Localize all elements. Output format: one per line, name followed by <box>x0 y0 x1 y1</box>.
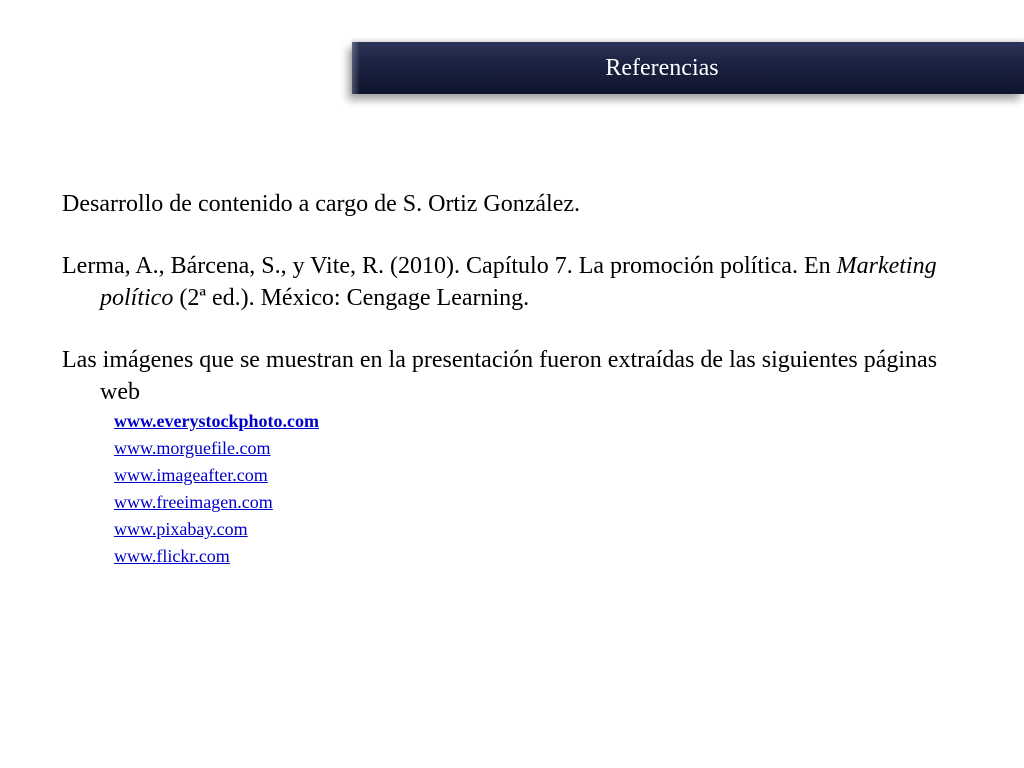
link-everystockphoto[interactable]: www.everystockphoto.com <box>114 411 319 431</box>
references-content <box>62 188 962 570</box>
link-morguefile[interactable]: www.morguefile.com <box>114 438 271 458</box>
book-title: Marketing político <box>100 253 937 311</box>
images-reference: Las imágenes que se muestran en la presentación fueron extraídas de las siguientes páginas web <box>62 347 938 405</box>
list-item <box>114 462 962 489</box>
link-pixabay[interactable]: www.pixabay.com <box>114 519 248 539</box>
credit-reference: Desarrollo de contenido a cargo de S. Ortiz González. <box>62 191 581 217</box>
link-flickr[interactable]: www.flickr.com <box>114 546 230 566</box>
list-item <box>114 408 962 435</box>
book-reference-edition: (2ª ed.). México: Cengage Learning. <box>173 285 530 311</box>
book-reference-authors: Lerma, A., Bárcena, S., y Vite, R. (2010). Capítulo 7. La promoción política. En <box>62 253 837 279</box>
list-item <box>114 543 962 570</box>
slide-title: Referencias <box>605 55 719 81</box>
list-item <box>114 435 962 462</box>
link-freeimagen[interactable]: www.freeimagen.com <box>114 492 273 512</box>
list-item <box>114 489 962 516</box>
book-reference <box>62 250 962 314</box>
title-bar <box>352 42 1024 94</box>
image-source-links <box>62 408 962 570</box>
link-imageafter[interactable]: www.imageafter.com <box>114 465 268 485</box>
list-item <box>114 516 962 543</box>
